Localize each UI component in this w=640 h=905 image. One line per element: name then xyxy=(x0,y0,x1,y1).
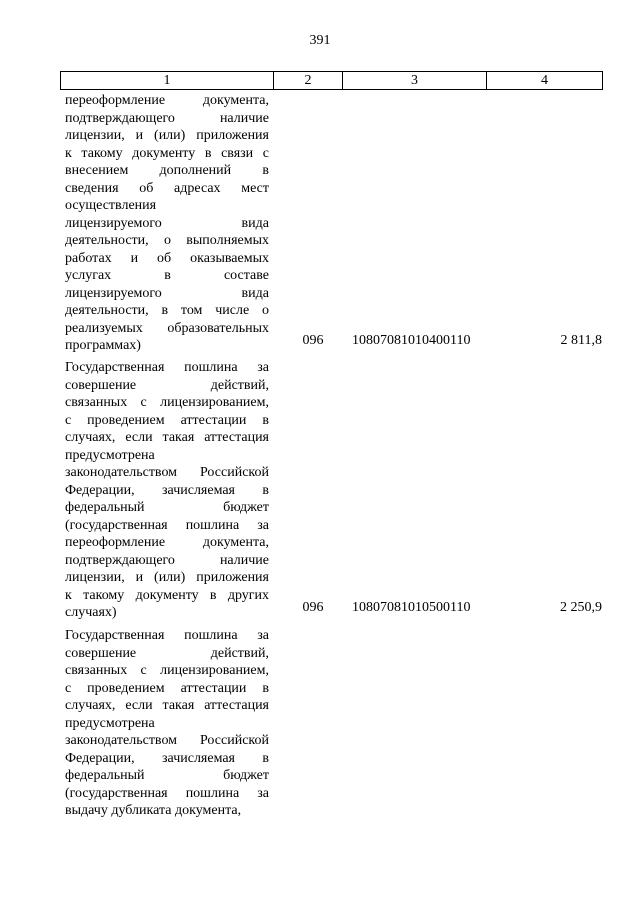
description-line: реализуемых образовательных xyxy=(65,320,269,336)
description-line: предусмотрена xyxy=(65,715,155,731)
description-line: подтверждающего наличие xyxy=(65,110,269,126)
description-line: (государственная пошлина за xyxy=(65,785,269,801)
description-line: с проведением аттестации в xyxy=(65,680,269,696)
row-code: 096 xyxy=(302,333,324,348)
description-line: лицензируемого вида xyxy=(65,285,269,301)
description-line: случаях) xyxy=(65,605,117,620)
description-line: переоформление документа, xyxy=(65,93,269,108)
description-line: совершение действий, xyxy=(65,645,269,661)
description-line: программах) xyxy=(65,338,141,353)
description-line: деятельности, о выполняемых xyxy=(65,233,269,248)
description-line: Государственная пошлина за xyxy=(65,360,269,375)
description-line: совершение действий, xyxy=(65,377,269,393)
description-line: Государственная пошлина за xyxy=(65,628,269,643)
description-line: законодательством Российской xyxy=(65,465,269,480)
row-code: 096 xyxy=(302,600,324,615)
description-line: с проведением аттестации в xyxy=(65,412,269,428)
row-amount: 2 250,9 xyxy=(560,600,602,615)
description-line: законодательством Российской xyxy=(65,733,269,748)
row-description xyxy=(65,92,269,355)
description-line: предусмотрена xyxy=(65,447,155,463)
description-line: подтверждающего наличие xyxy=(65,552,269,568)
description-line: федеральный бюджет xyxy=(65,768,269,783)
description-line: сведения об адресах мест xyxy=(65,180,269,196)
description-line: к такому документу в других xyxy=(65,587,269,603)
description-line: выдачу дубликата документа, xyxy=(65,803,242,818)
table-header-col-4: 4 xyxy=(541,73,548,88)
description-line: внесением дополнений в xyxy=(65,163,269,178)
description-line: федеральный бюджет xyxy=(65,500,269,515)
description-line: связанных с лицензированием, xyxy=(65,395,269,410)
description-line: к такому документу в связи с xyxy=(65,145,269,161)
description-line: (государственная пошлина за xyxy=(65,517,269,533)
table-header-col-3: 3 xyxy=(343,72,487,89)
table-header-col-2: 2 xyxy=(274,72,343,89)
description-line: лицензии, и (или) приложения xyxy=(65,128,269,143)
description-line: деятельности, в том числе о xyxy=(65,303,269,318)
description-line: работах и об оказываемых xyxy=(65,250,269,266)
row-amount: 2 811,8 xyxy=(560,333,602,348)
table-header-row xyxy=(60,71,603,90)
description-line: переоформление документа, xyxy=(65,535,269,550)
row-description xyxy=(65,627,269,820)
row-kbk: 10807081010500110 xyxy=(352,600,471,615)
page-number: 391 xyxy=(309,33,331,48)
description-line: Федерации, зачисляемая в xyxy=(65,482,269,498)
description-line: случаях, если такая аттестация xyxy=(65,698,269,713)
description-line: случаях, если такая аттестация xyxy=(65,430,269,445)
description-line: Федерации, зачисляемая в xyxy=(65,750,269,766)
description-line: услугах в составе xyxy=(65,268,269,283)
table-header-col-1: 1 xyxy=(61,72,274,89)
description-line: лицензии, и (или) приложения xyxy=(65,570,269,585)
row-kbk: 10807081010400110 xyxy=(352,333,471,348)
description-line: осуществления xyxy=(65,198,157,213)
row-description xyxy=(65,359,269,622)
description-line: связанных с лицензированием, xyxy=(65,663,269,678)
description-line: лицензируемого вида xyxy=(65,215,269,231)
